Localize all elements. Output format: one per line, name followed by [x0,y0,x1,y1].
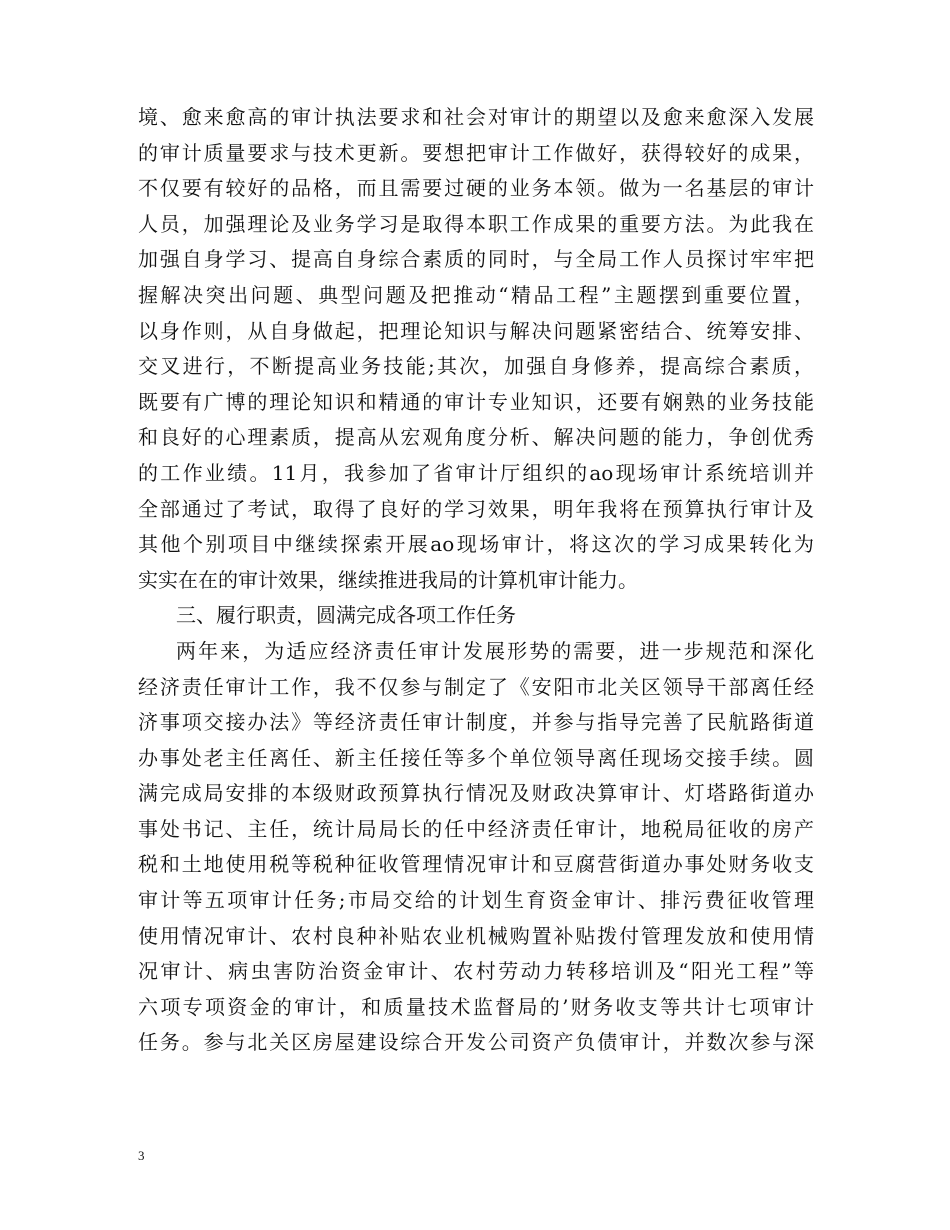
paragraph-end-line: 实实在在的审计效果，继续推进我局的计算机审计能力。 [138,567,638,592]
document-body [138,100,814,1061]
text-line: 加强自身学习、提高自身综合素质的同时，与全局工作人员探讨牢牢把 [138,247,814,272]
text-line: 税和土地使用税等税种征收管理情况审计和豆腐营街道办事处财务收支 [138,852,814,877]
text-line: 事处书记、主任，统计局局长的任中经济责任审计，地税局征收的房产 [138,816,814,841]
paragraph-first-line: 两年来，为适应经济责任审计发展形势的需要，进一步规范和深化 [176,638,814,663]
text-line: 满完成局安排的本级财政预算执行情况及财政决算审计、灯塔路街道办 [138,781,814,806]
text-line: 办事处老主任离任、新主任接任等多个单位领导离任现场交接手续。圆 [138,745,814,770]
text-line: 以身作则，从自身做起，把理论知识与解决问题紧密结合、统筹安排、 [138,318,814,343]
text-line: 境、愈来愈高的审计执法要求和社会对审计的期望以及愈来愈深入发展 [138,105,814,129]
text-line: 全部通过了考试，取得了良好的学习效果，明年我将在预算执行审计及 [138,496,814,521]
page-number: 3 [138,1148,145,1163]
text-line: 六项专项资金的审计，和质量技术监督局的’财务收支等共计七项审计 [138,994,814,1019]
text-line: 其他个别项目中继续探索开展ao现场审计，将这次的学习成果转化为 [138,532,814,557]
text-line: 的工作业绩。11月，我参加了省审计厅组织的ao现场审计系统培训并 [138,460,814,485]
section-heading: 三、履行职责，圆满完成各项工作任务 [176,603,516,628]
text-line: 人员，加强理论及业务学习是取得本职工作成果的重要方法。为此我在 [138,211,814,236]
text-line: 不仅要有较好的品格，而且需要过硬的业务本领。做为一名基层的审计 [138,176,814,201]
text-line: 的审计质量要求与技术更新。要想把审计工作做好，获得较好的成果， [138,140,814,165]
text-line: 交叉进行，不断提高业务技能;其次，加强自身修养，提高综合素质， [138,354,814,379]
text-line: 和良好的心理素质，提高从宏观角度分析、解决问题的能力，争创优秀 [138,425,814,450]
text-line: 审计等五项审计任务;市局交给的计划生育资金审计、排污费征收管理 [138,888,814,913]
text-line: 任务。参与北关区房屋建设综合开发公司资产负债审计，并数次参与深 [138,1030,814,1055]
text-line: 济事项交接办法》等经济责任审计制度，并参与指导完善了民航路街道 [138,710,814,735]
text-line: 况审计、病虫害防治资金审计、农村劳动力转移培训及“阳光工程”等 [138,959,814,984]
text-line: 经济责任审计工作，我不仅参与制定了《安阳市北关区领导干部离任经 [138,674,814,699]
text-line: 使用情况审计、农村良种补贴农业机械购置补贴拨付管理发放和使用情 [138,923,814,948]
text-line: 既要有广博的理论知识和精通的审计专业知识，还要有娴熟的业务技能 [138,389,814,414]
text-line: 握解决突出问题、典型问题及把推动“精品工程”主题摆到重要位置， [138,282,814,307]
